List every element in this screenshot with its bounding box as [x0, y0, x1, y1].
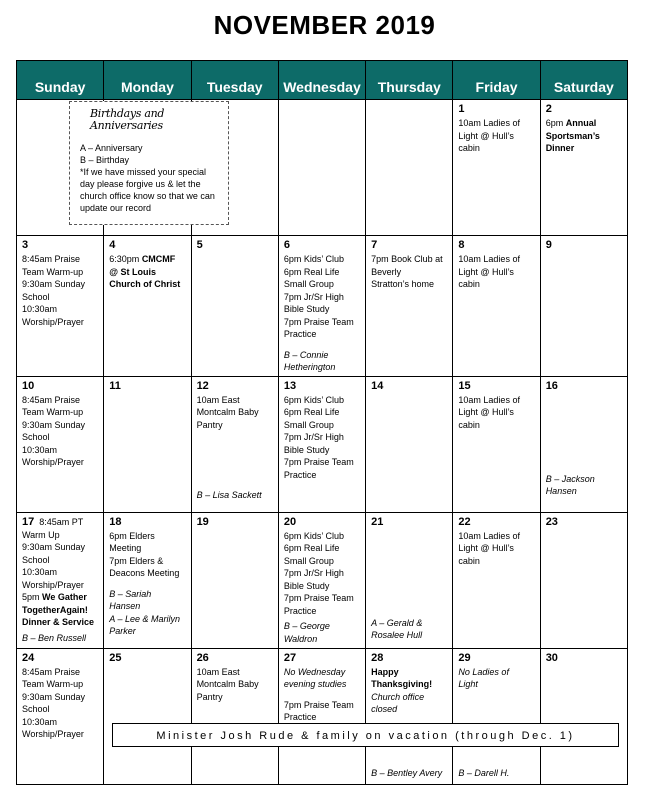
- event-line: 7pm Praise Team: [283, 699, 354, 710]
- event-line: 10:30am: [22, 716, 58, 727]
- event-line: Bible Study: [283, 444, 330, 455]
- day-number: 6: [283, 239, 290, 251]
- event-line: Practice: [283, 605, 317, 616]
- day-number: 26: [196, 651, 209, 664]
- event-line: Sportsman’s: [545, 130, 600, 141]
- anniversary-note: Parker: [109, 626, 136, 636]
- event-line: 6pm Elders: [109, 530, 155, 541]
- event-title: CMCMF: [141, 254, 176, 264]
- event-line: 6pm Real Life: [283, 543, 340, 553]
- birthday-note: B – Lisa Sackett: [196, 490, 262, 500]
- event-line: 10am Ladies of: [458, 118, 520, 128]
- event-time: 8:45am PT: [39, 516, 84, 527]
- day-number: 7: [371, 239, 378, 251]
- event-line: Dinner: [545, 143, 575, 153]
- day-cell-nov-29: [453, 648, 540, 784]
- event-line: Worship/Prayer: [22, 729, 84, 739]
- day-number: 2: [545, 103, 552, 115]
- day-number: 10: [22, 379, 35, 392]
- event-line: 10am East: [196, 394, 240, 405]
- event-line: Practice: [283, 712, 317, 722]
- week-row-3: [17, 376, 628, 512]
- event-line: cabin: [458, 143, 480, 153]
- birthdays-box-title: Birthdays and Anniversaries: [90, 107, 165, 132]
- day-number: 3: [22, 239, 29, 251]
- birthday-note: Hansen: [109, 601, 141, 611]
- day-number: 18: [109, 515, 122, 528]
- weekday-header-row: [17, 61, 628, 100]
- event-line: 7pm Praise Team: [283, 593, 354, 603]
- day-number: 11: [109, 379, 121, 392]
- day-cell-nov-3: [17, 236, 104, 377]
- day-number: 16: [545, 379, 558, 392]
- event-line: @ St Louis: [109, 266, 157, 277]
- event-line: cabin: [458, 555, 480, 566]
- day-cell-nov-12: [191, 376, 278, 512]
- day-cell-nov-24: [17, 648, 104, 784]
- day-cell-nov-2: [540, 100, 627, 236]
- event-line: 10:30am: [22, 304, 58, 314]
- day-number: 29: [458, 651, 471, 664]
- event-line: Church of Christ: [109, 279, 181, 289]
- weekday-saturday: Saturday: [540, 61, 627, 100]
- birthday-note: Hansen: [545, 486, 577, 496]
- day-number: 15: [458, 379, 471, 392]
- anniversary-note: Rosalee Hull: [371, 630, 423, 640]
- day-number: 13: [283, 379, 297, 392]
- event-line: Small Group: [283, 279, 334, 289]
- day-number: 1: [458, 103, 465, 115]
- event-line: Bible Study: [283, 580, 330, 591]
- event-line: School: [22, 291, 50, 302]
- birthday-note: B – George: [283, 621, 330, 631]
- holiday-label: Happy: [371, 666, 399, 677]
- event-line: Practice: [283, 469, 317, 480]
- event-title: We Gather: [42, 592, 87, 602]
- event-note: No Wednesday: [283, 666, 346, 677]
- day-cell-nov-8: [453, 236, 540, 377]
- event-line: Beverly: [371, 266, 402, 277]
- weekday-wednesday: Wednesday: [278, 61, 365, 100]
- day-number: 20: [283, 515, 297, 528]
- day-cell-nov-7: [366, 236, 453, 377]
- day-number: 27: [283, 651, 297, 664]
- day-number: 21: [371, 515, 384, 528]
- day-number: 25: [109, 651, 122, 664]
- event-line: Deacons Meeting: [109, 568, 180, 578]
- event-time: 6pm: [545, 118, 566, 128]
- event-line: Montcalm Baby: [196, 679, 259, 689]
- day-number: 23: [545, 515, 558, 528]
- day-number: 30: [545, 651, 558, 664]
- day-cell-nov-18: [104, 512, 191, 648]
- event-line: Light @ Hull’s: [458, 543, 514, 553]
- day-cell-nov-23: [540, 512, 627, 648]
- event-line: 6pm Kids’ Club: [283, 394, 345, 405]
- weekday-friday: Friday: [453, 61, 540, 100]
- week-row-5: [17, 648, 628, 784]
- event-line: Bible Study: [283, 304, 330, 314]
- event-line: 10am Ladies of: [458, 530, 520, 541]
- day-cell-empty: [278, 100, 365, 236]
- birthdays-anniversaries-box: [69, 101, 229, 225]
- event-line: [22, 591, 100, 604]
- day-cell-nov-19: [191, 512, 278, 648]
- event-line: School: [22, 554, 50, 565]
- event-line: 10am Ladies of: [458, 394, 520, 405]
- birthdays-box-note: *If we have missed your special day please forgive us & let the church office know so that we can update our record: [80, 167, 215, 213]
- event-line: Meeting: [109, 543, 142, 553]
- vacation-banner: Minister Josh Rude & family on vacation (through Dec. 1): [112, 723, 619, 747]
- event-line: 9:30am Sunday: [22, 419, 86, 430]
- birthday-note: B – Jackson: [545, 473, 595, 484]
- event-line: 6pm Real Life: [283, 266, 340, 277]
- day-number: 24: [22, 651, 35, 664]
- event-line: Dinner & Service: [22, 617, 95, 627]
- legend-anniversary: A – Anniversary: [80, 143, 143, 153]
- event-line: 8:45am Praise: [22, 666, 81, 677]
- birthday-note: B – Bentley Avery: [371, 768, 443, 778]
- event-line: Light @ Hull’s: [458, 266, 514, 277]
- day-cell-nov-4: [104, 236, 191, 377]
- event-line: Team Warm-up: [22, 266, 84, 277]
- calendar-title: NOVEMBER 2019: [213, 10, 436, 40]
- day-number: 22: [458, 515, 471, 528]
- day-cell-nov-30: [540, 648, 627, 784]
- event-line: 6pm Kids’ Club: [283, 530, 345, 541]
- birthday-note: B – Darell H.: [458, 768, 510, 778]
- day-cell-nov-11: [104, 376, 191, 512]
- day-cell-nov-26: [191, 648, 278, 784]
- event-line: 10:30am: [22, 444, 58, 455]
- weekday-tuesday: Tuesday: [191, 61, 278, 100]
- day-cell-nov-1: [453, 100, 540, 236]
- week-row-2: [17, 236, 628, 377]
- event-line: Pantry: [196, 419, 223, 430]
- day-cell-nov-22: [453, 512, 540, 648]
- event-time: 5pm: [22, 592, 43, 602]
- event-line: Light @ Hull’s: [458, 407, 514, 417]
- weekday-thursday: Thursday: [366, 61, 453, 100]
- day-cell-nov-15: [453, 376, 540, 512]
- day-cell-nov-25: [104, 648, 191, 784]
- day-cell-nov-13: [278, 376, 365, 512]
- event-line: Worship/Prayer: [22, 579, 84, 590]
- day-cell-nov-16: [540, 376, 627, 512]
- event-line: [546, 117, 624, 130]
- event-line: 9:30am Sunday: [22, 691, 86, 702]
- event-note: closed: [371, 704, 398, 714]
- event-line: 10:30am: [22, 567, 58, 577]
- day-number: 28: [371, 651, 384, 664]
- legend-birthday: B – Birthday: [80, 155, 130, 165]
- event-line: 7pm Jr/Sr High: [283, 432, 344, 442]
- event-line: 6pm Real Life: [283, 407, 340, 417]
- birthday-note: B – Sariah: [109, 588, 152, 599]
- weekday-sunday: Sunday: [17, 61, 104, 100]
- event-line: 10am Ladies of: [458, 254, 520, 264]
- day-cell-nov-27: [278, 648, 365, 784]
- event-line: Team Warm-up: [22, 407, 84, 417]
- anniversary-note: A – Lee & Marilyn: [109, 613, 180, 624]
- day-number: 5: [196, 239, 203, 251]
- event-line: 9:30am Sunday: [22, 279, 86, 289]
- event-line: Worship/Prayer: [22, 316, 84, 327]
- event-line: 8:45am Praise: [22, 394, 81, 405]
- day-cell-nov-20: [278, 512, 365, 648]
- holiday-label: Thanksgiving!: [371, 679, 433, 689]
- event-line: School: [22, 432, 50, 442]
- day-cell-nov-28: [366, 648, 453, 784]
- event-line: Light @ Hull’s: [458, 130, 514, 141]
- event-line: School: [22, 704, 50, 714]
- day-number: 8: [458, 239, 465, 251]
- day-cell-nov-21: [366, 512, 453, 648]
- event-line: Pantry: [196, 691, 223, 702]
- day-cell-nov-5: [191, 236, 278, 377]
- event-line: TogetherAgain!: [22, 604, 88, 615]
- event-line: 7pm Elders &: [109, 555, 164, 566]
- day-cell-empty: [366, 100, 453, 236]
- event-time: 6:30pm: [109, 254, 142, 264]
- birthday-note: B – Connie: [283, 349, 329, 360]
- day-cell-nov-14: [366, 376, 453, 512]
- event-line: cabin: [458, 279, 480, 289]
- event-note: No Ladies of: [458, 666, 509, 677]
- day-cell-nov-17: [17, 512, 104, 648]
- event-line: 7pm Praise Team: [283, 457, 354, 467]
- week-row-4: [17, 512, 628, 648]
- anniversary-note: A – Gerald &: [371, 617, 423, 628]
- event-line: 9:30am Sunday: [22, 542, 86, 552]
- event-line: Worship/Prayer: [22, 457, 84, 467]
- event-line: [22, 515, 100, 529]
- event-line: 6pm Kids’ Club: [283, 254, 345, 264]
- day-number: 4: [109, 239, 116, 251]
- event-line: [109, 253, 187, 266]
- event-line: Small Group: [283, 555, 334, 566]
- event-line: cabin: [458, 419, 480, 430]
- birthday-note: Hetherington: [283, 362, 336, 372]
- event-title: Annual: [565, 118, 597, 128]
- day-cell-nov-10: [17, 376, 104, 512]
- event-line: Practice: [283, 329, 317, 339]
- weekday-monday: Monday: [104, 61, 191, 100]
- event-line: 10am East: [196, 666, 240, 677]
- day-number: 9: [545, 239, 552, 251]
- event-line: Montcalm Baby: [196, 407, 259, 417]
- event-line: Stratton’s home: [371, 279, 434, 289]
- event-line: 7pm Jr/Sr High: [283, 291, 344, 302]
- event-note: Light: [458, 679, 478, 689]
- birthday-note: B – Ben Russell: [22, 632, 87, 643]
- event-line: Small Group: [283, 419, 334, 430]
- day-number: 12: [196, 379, 209, 392]
- day-cell-nov-6: [278, 236, 365, 377]
- event-line: 8:45am Praise: [22, 254, 81, 264]
- event-line: 7pm Praise Team: [283, 316, 354, 327]
- event-line: Team Warm-up: [22, 679, 84, 689]
- day-number: 14: [371, 379, 384, 392]
- day-number: 19: [196, 515, 209, 528]
- day-number: 17: [22, 515, 35, 528]
- birthday-note: Waldron: [283, 633, 318, 644]
- event-note: evening studies: [283, 679, 347, 689]
- event-line: 7pm Jr/Sr High: [283, 568, 344, 578]
- event-note: Church office: [371, 691, 425, 702]
- event-line: Warm Up: [22, 529, 60, 540]
- event-line: 7pm Book Club at: [371, 254, 443, 264]
- day-cell-nov-9: [540, 236, 627, 377]
